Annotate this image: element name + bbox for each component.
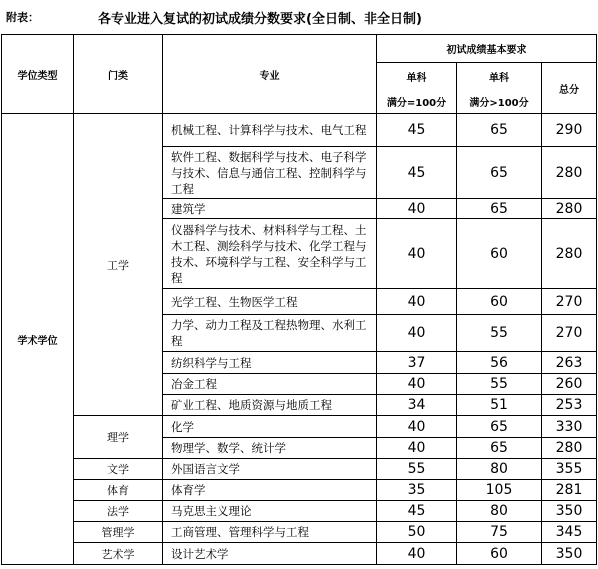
category-cell: 体育	[74, 480, 163, 501]
major-cell: 建筑学	[163, 199, 377, 219]
single-100-cell: 45	[377, 114, 457, 147]
table-row	[2, 480, 597, 501]
category-cell: 文学	[74, 459, 163, 480]
single-100-cell: 40	[377, 289, 457, 315]
single-100-cell: 34	[377, 395, 457, 416]
total-cell: 263	[542, 352, 597, 374]
single-100-cell: 40	[377, 315, 457, 352]
major-cell: 纺织科学与工程	[163, 352, 377, 374]
single-100-cell: 45	[377, 147, 457, 199]
major-cell: 软件工程、数据科学与技术、电子科学与技术、信息与通信工程、控制科学与工程	[163, 147, 377, 199]
header-total: 总分	[542, 63, 597, 114]
header-single-gt100	[457, 63, 542, 114]
header-single-gt100-line1: 单科	[489, 73, 509, 84]
single-gt100-cell: 75	[457, 522, 542, 543]
category-cell: 理学	[74, 416, 163, 459]
table-row	[2, 114, 597, 147]
single-gt100-cell: 65	[457, 438, 542, 459]
table-row	[2, 501, 597, 522]
single-gt100-cell: 80	[457, 459, 542, 480]
total-cell: 281	[542, 480, 597, 501]
single-gt100-cell: 65	[457, 199, 542, 219]
score-requirements-table	[1, 34, 597, 565]
total-cell: 280	[542, 199, 597, 219]
single-100-cell: 37	[377, 352, 457, 374]
table-row	[2, 543, 597, 565]
major-cell: 冶金工程	[163, 374, 377, 395]
single-100-cell: 40	[377, 199, 457, 219]
total-cell: 260	[542, 374, 597, 395]
header-single-100-line1: 单科	[406, 73, 427, 84]
single-100-cell: 40	[377, 438, 457, 459]
total-cell: 290	[542, 114, 597, 147]
major-cell: 矿业工程、地质资源与地质工程	[163, 395, 377, 416]
single-gt100-cell: 51	[457, 395, 542, 416]
major-cell: 仪器科学与技术、材料科学与工程、土木工程、测绘科学与技术、化学工程与技术、环境科学与工程、安全科学与工程	[163, 219, 377, 289]
major-cell: 设计艺术学	[163, 543, 377, 565]
header-basic-requirement: 初试成绩基本要求	[377, 35, 597, 63]
header-major: 专业	[163, 35, 377, 114]
single-gt100-cell: 60	[457, 219, 542, 289]
total-cell: 280	[542, 438, 597, 459]
header-degree-type: 学位类型	[2, 35, 74, 114]
header-single-100	[377, 63, 457, 114]
major-cell: 机械工程、计算科学与技术、电气工程	[163, 114, 377, 147]
major-cell: 物理学、数学、统计学	[163, 438, 377, 459]
table-row	[2, 459, 597, 480]
table-row	[2, 522, 597, 543]
degree-type-cell: 学术学位	[2, 114, 74, 565]
single-gt100-cell: 60	[457, 289, 542, 315]
single-gt100-cell: 80	[457, 501, 542, 522]
single-100-cell: 55	[377, 459, 457, 480]
total-cell: 280	[542, 147, 597, 199]
major-cell: 力学、动力工程及工程热物理、水利工程	[163, 315, 377, 352]
header-category: 门类	[74, 35, 163, 114]
table-title: 各专业进入复试的初试成绩分数要求(全日制、非全日制)	[98, 11, 422, 27]
single-gt100-cell: 65	[457, 416, 542, 438]
single-gt100-cell: 55	[457, 315, 542, 352]
category-cell: 工学	[74, 114, 163, 416]
header-single-100-line2: 满分=100分	[386, 98, 447, 109]
table-row	[2, 416, 597, 438]
single-100-cell: 50	[377, 522, 457, 543]
single-gt100-cell: 55	[457, 374, 542, 395]
total-cell: 345	[542, 522, 597, 543]
total-cell: 253	[542, 395, 597, 416]
major-cell: 光学工程、生物医学工程	[163, 289, 377, 315]
major-cell: 马克思主义理论	[163, 501, 377, 522]
caption-bar	[0, 0, 598, 34]
category-cell: 艺术学	[74, 543, 163, 565]
single-gt100-cell: 65	[457, 114, 542, 147]
single-gt100-cell: 105	[457, 480, 542, 501]
total-cell: 330	[542, 416, 597, 438]
major-cell: 体育学	[163, 480, 377, 501]
total-cell: 270	[542, 315, 597, 352]
total-cell: 350	[542, 501, 597, 522]
total-cell: 270	[542, 289, 597, 315]
major-cell: 化学	[163, 416, 377, 438]
appendix-label: 附表：	[6, 11, 39, 24]
single-100-cell: 40	[377, 416, 457, 438]
single-100-cell: 40	[377, 543, 457, 565]
single-gt100-cell: 60	[457, 543, 542, 565]
header-single-gt100-line2: 满分>100分	[469, 98, 529, 109]
single-100-cell: 40	[377, 374, 457, 395]
total-cell: 280	[542, 219, 597, 289]
single-100-cell: 35	[377, 480, 457, 501]
single-gt100-cell: 56	[457, 352, 542, 374]
single-100-cell: 45	[377, 501, 457, 522]
major-cell: 工商管理、管理科学与工程	[163, 522, 377, 543]
single-gt100-cell: 65	[457, 147, 542, 199]
major-cell: 外国语言文学	[163, 459, 377, 480]
total-cell: 355	[542, 459, 597, 480]
category-cell: 管理学	[74, 522, 163, 543]
single-100-cell: 40	[377, 219, 457, 289]
total-cell: 350	[542, 543, 597, 565]
category-cell: 法学	[74, 501, 163, 522]
